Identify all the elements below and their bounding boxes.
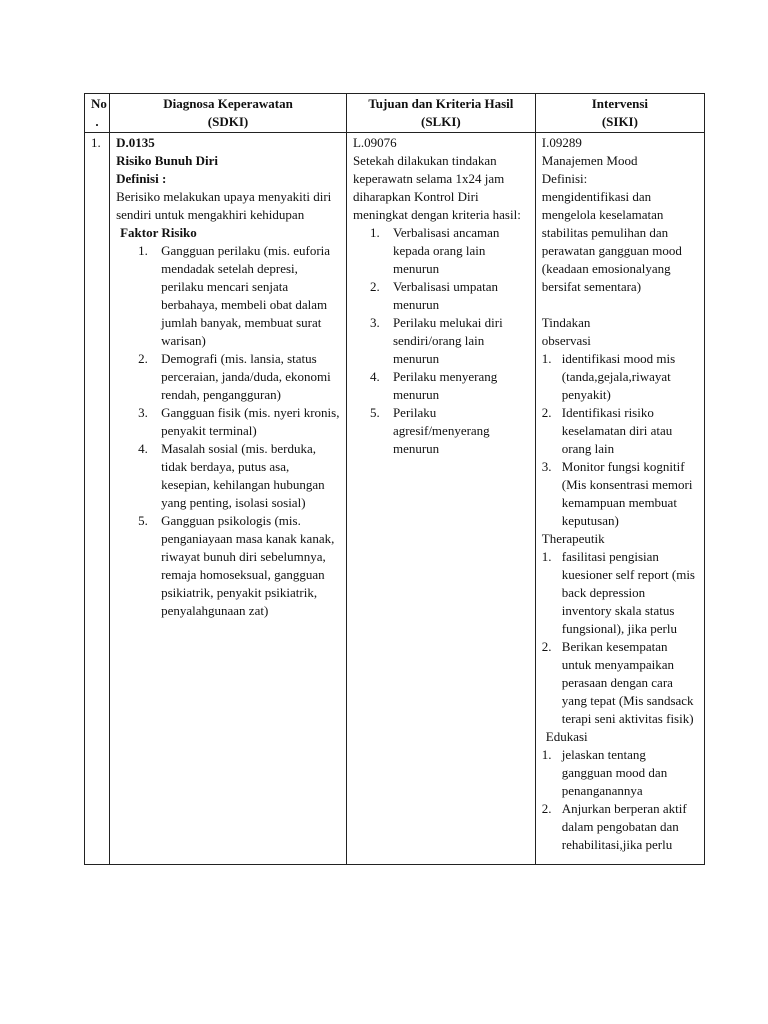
header-intervensi: Intervensi (SIKI) [535, 94, 704, 133]
list-item: 1. Gangguan perilaku (mis. euforia mendadak setelah depresi, perilaku mencari senjata berbahaya, membeli obat dalam jumlah banyak, membuat surat warisan) [138, 243, 331, 348]
diagnosa-title: Risiko Bunuh Diri [116, 153, 218, 168]
faktor-risiko-list [116, 242, 340, 620]
observasi-list [542, 350, 698, 530]
intervensi-code: I.09289 [541, 135, 582, 150]
list-item: 2. Demografi (mis. lansia, status perceraian, janda/duda, ekonomi rendah, pengangguran) [138, 351, 331, 402]
list-item: 4. Masalah sosial (mis. berduka, tidak berdaya, putus asa, kesepian, kehilangan hubungan yang penting, isolasi sosial) [138, 441, 325, 510]
terapeutik-list [542, 548, 698, 728]
diagnosa-definition-text: Berisiko melakukan upaya menyakiti diri sendiri untuk mengakhiri kehidupan [116, 189, 332, 222]
header-diagnosa: Diagnosa Keperawatan (SDKI) [110, 94, 347, 133]
faktor-risiko-label: Faktor Risiko [120, 225, 197, 240]
list-item: 2. Berikan kesempatan untuk menyampaikan perasaan dengan cara yang tepat (Mis sandsack terapi seni aktivitas fisik) [541, 639, 694, 726]
cell-no: 1. [85, 133, 110, 865]
kriteria-hasil-list [353, 224, 529, 458]
list-item: 1. fasilitasi pengisian kuesioner self report (mis back depression inventory skala status fungsional), jika perlu [541, 549, 695, 636]
terapeutik-label: Therapeutik [541, 531, 605, 546]
cell-intervensi [535, 133, 704, 865]
list-item: 3. Perilaku melukai diri sendiri/orang lain menurun [369, 315, 503, 366]
list-item: 2. Identifikasi risiko keselamatan diri atau orang lain [541, 405, 673, 456]
intervensi-title: Manajemen Mood [541, 153, 638, 168]
intervensi-definition-text: mengidentifikasi dan mengelola keselamatan stabilitas pemulihan dan perawatan gangguan mood (keadaan emosionalyang bersifat sementara) [541, 189, 682, 294]
list-item: 5. Perilaku agresif/menyerang menurun [369, 405, 490, 456]
list-item: 4. Perilaku menyerang menurun [369, 369, 498, 402]
list-item: 3. Gangguan fisik (mis. nyeri kronis, penyakit terminal) [138, 405, 340, 438]
header-no: No . [85, 94, 110, 133]
tujuan-intro: Setekah dilakukan tindakan keperawatn selama 1x24 jam diharapkan Kontrol Diri meningkat dengan kriteria hasil: [352, 153, 521, 222]
observasi-label: observasi [541, 333, 591, 348]
list-item: 2. Anjurkan berperan aktif dalam pengobatan dan rehabilitasi,jika perlu [541, 801, 687, 852]
tujuan-code: L.09076 [352, 135, 397, 150]
table-row [85, 133, 705, 865]
header-row [85, 94, 705, 133]
cell-tujuan [346, 133, 535, 865]
header-tujuan: Tujuan dan Kriteria Hasil (SLKI) [346, 94, 535, 133]
edukasi-label: Edukasi [545, 729, 588, 744]
intervensi-definition-label: Definisi: [541, 171, 588, 186]
nursing-care-table [84, 93, 705, 865]
list-item: 2. Verbalisasi umpatan menurun [369, 279, 499, 312]
cell-diagnosa [110, 133, 347, 865]
diagnosa-definition-label: Definisi : [116, 171, 167, 186]
list-item: 5. Gangguan psikologis (mis. penganiayaan masa kanak kanak, riwayat bunuh diri sebelumnya, remaja homoseksual, gangguan psikiatrik, penyakit psikiatrik, penyalahgunaan zat) [138, 513, 335, 618]
diagnosa-code: D.0135 [116, 135, 155, 150]
list-item: 1. jelaskan tentang gangguan mood dan penanganannya [541, 747, 668, 798]
list-item: 3. Monitor fungsi kognitif (Mis konsentrasi memori kemampuan membuat keputusan) [541, 459, 693, 528]
tindakan-label: Tindakan [541, 315, 591, 330]
list-item: 1. Verbalisasi ancaman kepada orang lain menurun [369, 225, 500, 276]
edukasi-list [542, 746, 698, 854]
list-item: 1. identifikasi mood mis (tanda,gejala,riwayat penyakit) [541, 351, 676, 402]
